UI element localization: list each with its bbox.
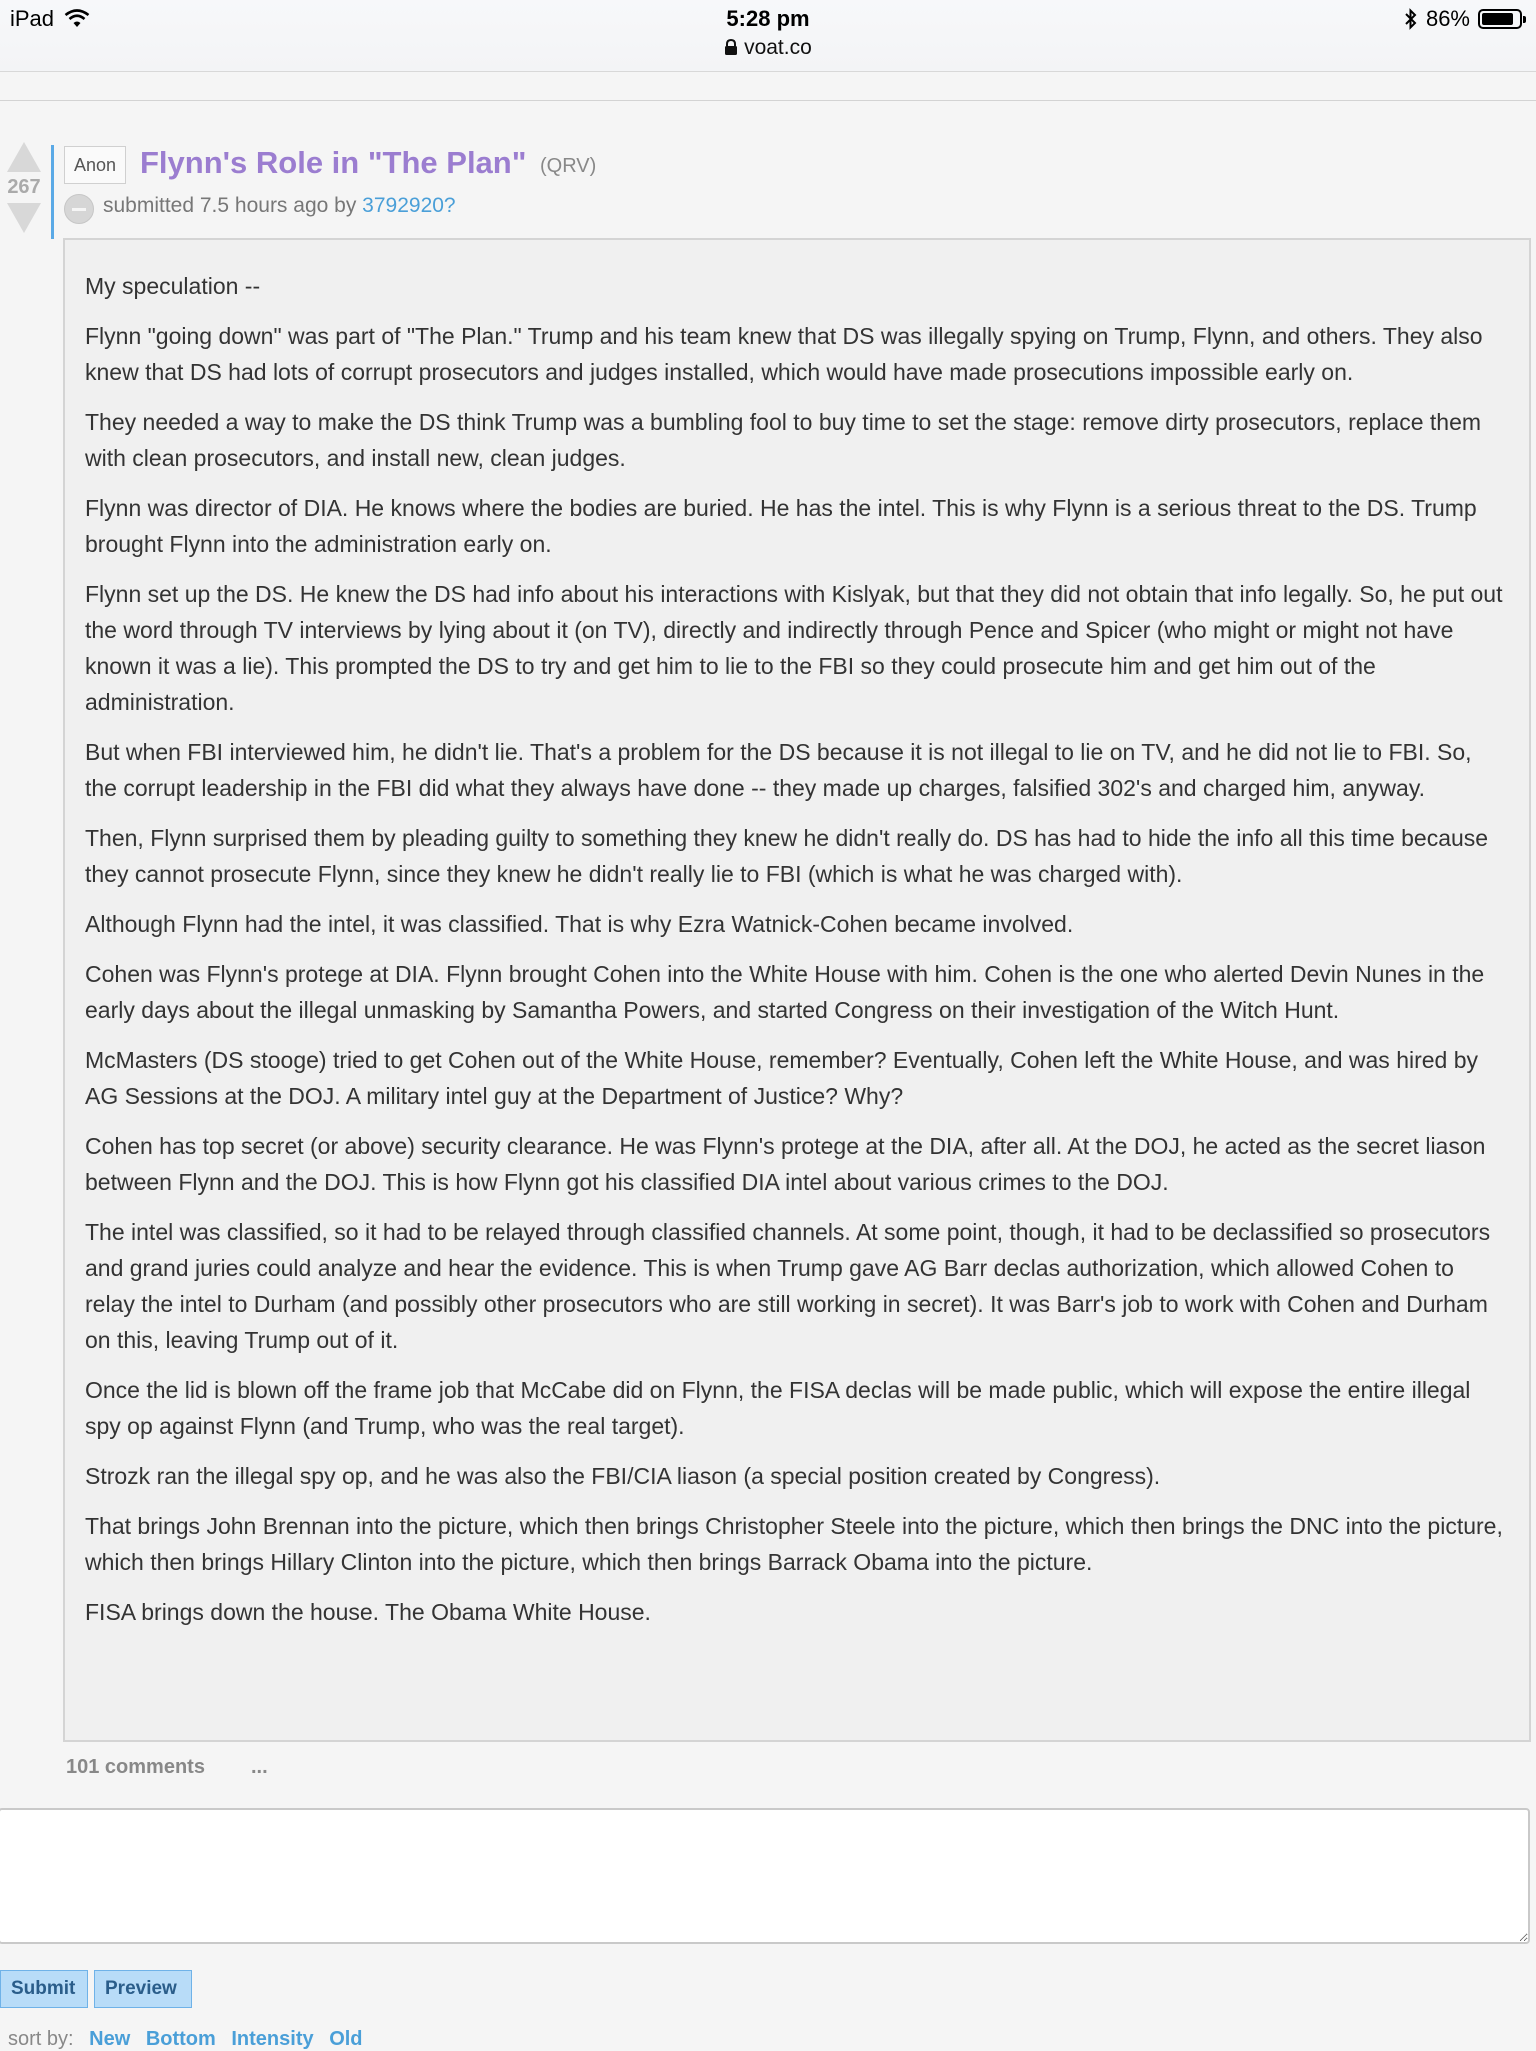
author-link[interactable]: 3792920?	[362, 194, 456, 217]
body-paragraph: Cohen was Flynn's protege at DIA. Flynn brought Cohen into the White House with him. Cohen is the one who alerted Devin Nunes in the early days about the illegal unmasking by Samantha Powers, and started Congress on their investigation of the Witch Hunt.	[85, 961, 1485, 1023]
comments-link[interactable]: 101 comments	[66, 1756, 205, 1778]
anon-badge: Anon	[64, 146, 126, 184]
lock-icon	[724, 36, 744, 59]
upvote-arrow-icon[interactable]	[7, 142, 41, 172]
battery-percent: 86%	[1425, 6, 1470, 31]
sort-old[interactable]: Old	[329, 2028, 363, 2050]
body-paragraph: But when FBI interviewed him, he didn't lie. That's a problem for the DS because it is not illegal to lie on TV, and he did not lie to FBI. So, the corrupt leadership in the FBI did what they always have done -- they made up charges, falsified 302's and charged him, anyway.	[85, 739, 1472, 801]
post-body	[63, 238, 1531, 1742]
battery-fill	[1482, 13, 1513, 25]
body-paragraph: Cohen has top secret (or above) security clearance. He was Flynn's protege at the DIA, after all. At the DOJ, he acted as the secret liason between Flynn and the DOJ. This is how Flynn got his classified DIA intel about various crimes to the DOJ.	[85, 1133, 1486, 1195]
post-domain[interactable]: (QRV)	[540, 155, 597, 177]
body-paragraph: Once the lid is blown off the frame job that McCabe did on Flynn, the FISA declas will be made public, which will expose the entire illegal spy op against Flynn (and Trump, who was the real target).	[85, 1377, 1471, 1439]
post-title[interactable]: Flynn's Role in "The Plan"	[140, 145, 527, 180]
comment-textarea[interactable]	[0, 1808, 1530, 1944]
sort-bottom[interactable]: Bottom	[145, 2028, 216, 2050]
vote-score: 267	[7, 176, 41, 198]
url-text: voat.co	[744, 36, 812, 59]
url-bar[interactable]	[0, 36, 1536, 60]
body-paragraph: Then, Flynn surprised them by pleading guilty to something they knew he didn't really do. DS has had to hide the info all this time because they cannot prosecute Flynn, since they knew he didn't really lie to FBI (which is what he was charged with).	[85, 825, 1489, 887]
body-paragraph: FISA brings down the house. The Obama White House.	[85, 1599, 651, 1625]
status-bar	[0, 0, 1536, 72]
sort-label: sort by:	[8, 2028, 74, 2050]
body-paragraph: That brings John Brennan into the picture, which then brings Christopher Steele into the picture, which then brings the DNC into the picture, which then brings Hillary Clinton into the picture, which then brings Barrack Obama into the picture.	[85, 1513, 1503, 1575]
status-right	[1404, 6, 1522, 32]
body-paragraph: Although Flynn had the intel, it was classified. That is why Ezra Watnick-Cohen became involved.	[85, 911, 1074, 937]
submitted-text: submitted 7.5 hours ago by	[103, 194, 357, 217]
post-buttons	[66, 1756, 268, 1779]
more-options-link[interactable]: ...	[250, 1756, 268, 1778]
sort-intensity[interactable]: Intensity	[231, 2028, 314, 2050]
downvote-arrow-icon[interactable]	[7, 203, 41, 233]
clock: 5:28 pm	[726, 6, 810, 31]
body-paragraph: Flynn "going down" was part of "The Plan." Trump and his team knew that DS was illegally spying on Trump, Flynn, and others. They also knew that DS had lots of corrupt prosecutors and judges installed, which would have made prosecutions impossible early on.	[85, 323, 1483, 385]
bluetooth-icon	[1404, 8, 1418, 30]
body-paragraph: Flynn set up the DS. He knew the DS had info about his interactions with Kislyak, but that they did not obtain that info legally. So, he put out the word through TV interviews by lying about it (on TV), directly and indirectly through Pence and Spicer (who might or might not have known it was a lie). This prompted the DS to try and get him to lie to the FBI so they could prosecute him and get him out of the administration.	[85, 581, 1503, 715]
body-paragraph: They needed a way to make the DS think Trump was a bumbling fool to buy time to set the stage: remove dirty prosecutors, replace them with clean prosecutors, and install new, clean judges.	[85, 409, 1482, 471]
sort-new[interactable]: New	[89, 2028, 131, 2050]
device-label: iPad	[10, 6, 55, 31]
preview-button[interactable]: Preview	[94, 1970, 192, 2008]
body-paragraph: My speculation --	[85, 273, 261, 299]
post-tagline	[103, 194, 456, 218]
collapse-icon[interactable]	[64, 194, 94, 224]
body-paragraph: Flynn was director of DIA. He knows where the bodies are buried. He has the intel. This is why Flynn is a serious threat to the DS. Trump brought Flynn into the administration early on.	[85, 495, 1477, 557]
post-accent-bar	[51, 145, 54, 239]
divider	[0, 100, 1536, 101]
body-paragraph: McMasters (DS stooge) tried to get Cohen out of the White House, remember? Eventually, Cohen left the White House, and was hired by AG Sessions at the DOJ. A military intel guy at the Department of Justice? Why?	[85, 1047, 1479, 1109]
battery-icon	[1478, 9, 1522, 29]
body-paragraph: The intel was classified, so it had to be relayed through classified channels. At some point, though, it had to be declassified so prosecutors and grand juries could analyze and hear the evidence. This is when Trump gave AG Barr declas authorization, which allowed Cohen to relay the intel to Durham (and possibly other prosecutors who are still working in secret). It was Barr's job to work with Cohen and Durham on this, leaving Trump out of it.	[85, 1219, 1491, 1353]
body-paragraph: Strozk ran the illegal spy op, and he was also the FBI/CIA liason (a special position created by Congress).	[85, 1463, 1161, 1489]
submit-button[interactable]: Submit	[0, 1970, 88, 2008]
vote-column	[6, 142, 42, 233]
